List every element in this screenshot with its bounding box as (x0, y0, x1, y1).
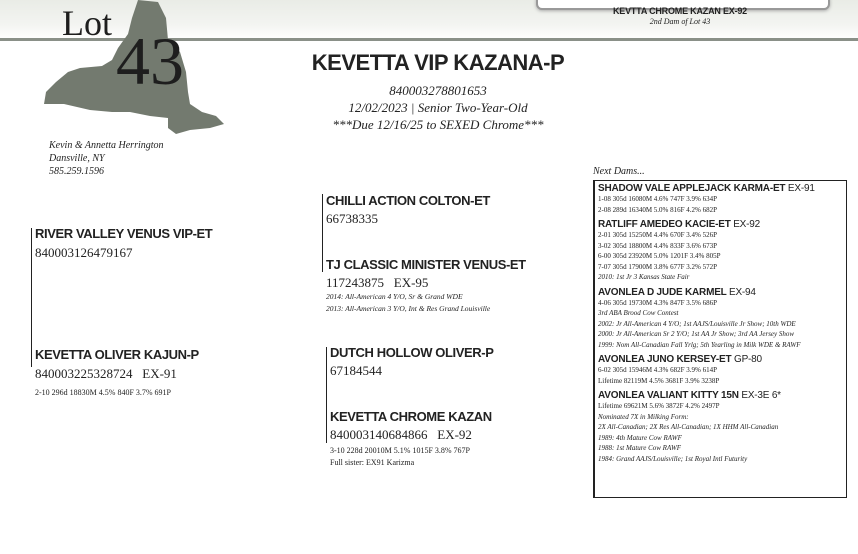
next-dam-name (598, 287, 844, 298)
next-dam-name (598, 219, 844, 230)
dam-name: KEVETTA OLIVER KAJUN-P (35, 347, 199, 362)
next-dam-record: 2-01 305d 15250M 4.4% 670F 3.4% 526P (598, 231, 718, 239)
next-dam-title: RATLIFF AMEDEO KACIE-ET (598, 219, 734, 230)
dam-record: 2-10 296d 18830M 4.5% 840F 3.7% 691P (35, 388, 172, 397)
next-dam-record: Lifetime 69621M 5.6% 3872F 4.2% 2497P (598, 402, 720, 410)
sire-dam-number: 117243875 EX-95 (326, 275, 429, 290)
dam-sire-bracket (326, 347, 327, 443)
next-dam-classification: EX-3E 6* (741, 390, 781, 401)
next-dam-entry (598, 354, 844, 386)
next-dam-classification: EX-91 (787, 183, 815, 194)
next-dam-classification: EX-94 (728, 286, 756, 298)
sire-name: RIVER VALLEY VENUS VIP-ET (35, 226, 213, 241)
sire-dam-name: TJ CLASSIC MINISTER VENUS-ET (326, 257, 526, 272)
consignor-phone: 585.259.1596 (49, 166, 104, 177)
next-dam-note: 2000: Jr All-American Sr 2 Y/O; 1st AA Jr Show; 3rd AA Jersey Show (598, 330, 795, 338)
animal-birthdate: 12/02/2023 | Senior Two-Year-Old (348, 100, 528, 115)
next-dam-name (598, 183, 844, 194)
next-dam-classification: EX-92 (733, 219, 760, 230)
next-dam-record: 6-00 305d 23920M 5.0% 1201F 3.4% 805P (598, 252, 721, 260)
dam-dam-number: 840003140684866 EX-92 (330, 427, 472, 442)
dam-sire-name: DUTCH HOLLOW OLIVER-P (330, 345, 494, 360)
next-dam-title: AVONLEA JUNO KERSEY-ET (598, 354, 734, 365)
next-dam-record: 2-08 289d 16340M 5.0% 816F 4.2% 682P (598, 205, 718, 214)
dam-dam-record: 3-10 228d 20010M 5.1% 1015F 3.8% 767P (330, 446, 471, 455)
lot-number: 43 (116, 23, 184, 99)
animal-name: KEVETTA VIP KAZANA-P (311, 50, 565, 75)
sire-dam-achievement: 2014: All-American 4 Y/O, Sr & Grand WDE (326, 292, 463, 301)
next-dam-record: 7-07 305d 17900M 3.8% 677F 3.2% 572P (598, 262, 718, 271)
next-dam-classification: GP-80 (733, 354, 762, 365)
next-dam-record: Lifetime 82119M 4.5% 3681F 3.9% 3238P (598, 376, 720, 385)
consignor-name: Kevin & Annetta Herrington (49, 140, 164, 151)
sire-sire-name: CHILLI ACTION COLTON-ET (326, 193, 490, 208)
dam-dam-note: Full sister: EX91 Karizma (330, 458, 415, 467)
sire-bracket (31, 228, 32, 367)
next-dam-note: 2010: 1st Jr 3 Kansas State Fair (598, 273, 690, 281)
sire-sire-number: 66738335 (326, 211, 378, 226)
dam-number: 840003225328724 EX-91 (35, 366, 177, 381)
next-dam-title: AVONLEA VALIANT KITTY 15N (598, 390, 742, 401)
dam-sire-number: 67184544 (330, 363, 382, 378)
next-dam-title: AVONLEA D JUDE KARMEL (598, 286, 729, 298)
next-dam-entry (598, 219, 844, 283)
next-dam-note: 1988: 1st Mature Cow RAWF (598, 444, 682, 452)
next-dams-label: Next Dams... (593, 166, 645, 177)
next-dam-name (598, 390, 844, 401)
next-dam-record: 1-08 305d 16080M 4.6% 747F 3.9% 634P (598, 195, 718, 203)
next-dam-entry (598, 183, 844, 215)
header-dam-subtitle: 2nd Dam of Lot 43 (649, 17, 711, 26)
next-dam-entry (598, 287, 844, 351)
next-dam-entry (598, 390, 844, 464)
next-dam-note: 2X All-Canadian; 2X Res All-Canadian; 1X HHM All-Canadian (598, 423, 779, 431)
next-dam-note: 3rd ABA Brood Cow Contest (598, 309, 679, 317)
consignor-block (49, 139, 164, 178)
consignor-location: Dansville, NY (49, 153, 105, 164)
next-dam-title: SHADOW VALE APPLEJACK KARMA-ET (598, 183, 788, 194)
dam-dam-name: KEVETTA CHROME KAZAN (330, 409, 492, 424)
sire-dam-achievement: 2013: All-American 3 Y/O, Int & Res Grand Louisville (326, 304, 491, 313)
header-dam-name: KEVTTA CHROME KAZAN EX-92 (612, 6, 747, 16)
next-dam-record: 3-02 305d 18800M 4.4% 833F 3.6% 673P (598, 241, 718, 250)
next-dam-name (598, 354, 844, 365)
next-dam-note: 1984: Grand AAJS/Louisville; 1st Royal Intl Futurity (598, 454, 748, 463)
next-dam-note: Nominated 7X in Milking Form: (598, 412, 689, 421)
lot-label: Lot (62, 3, 112, 43)
next-dams-list (598, 183, 844, 468)
next-dam-record: 6-02 305d 15946M 4.3% 682F 3.9% 614P (598, 366, 718, 374)
animal-registration: 840003278801653 (389, 83, 487, 98)
sire-number: 840003126479167 (35, 245, 133, 260)
next-dam-note: 1999: Nom All-Canadian Fall Yrlg; 5th Yearling in Milk WDE & RAWF (598, 340, 801, 349)
next-dam-record: 4-06 305d 19730M 4.3% 847F 3.5% 686P (598, 298, 718, 307)
next-dam-note: 1989: 4th Mature Cow RAWF (598, 433, 682, 442)
animal-due-date: ***Due 12/16/25 to SEXED Chrome*** (332, 117, 544, 132)
sire-sire-bracket (322, 194, 323, 272)
next-dam-note: 2002: Jr All-American 4 Y/O; 1st AAJS/Louisville Jr Show; 10th WDE (598, 319, 796, 328)
